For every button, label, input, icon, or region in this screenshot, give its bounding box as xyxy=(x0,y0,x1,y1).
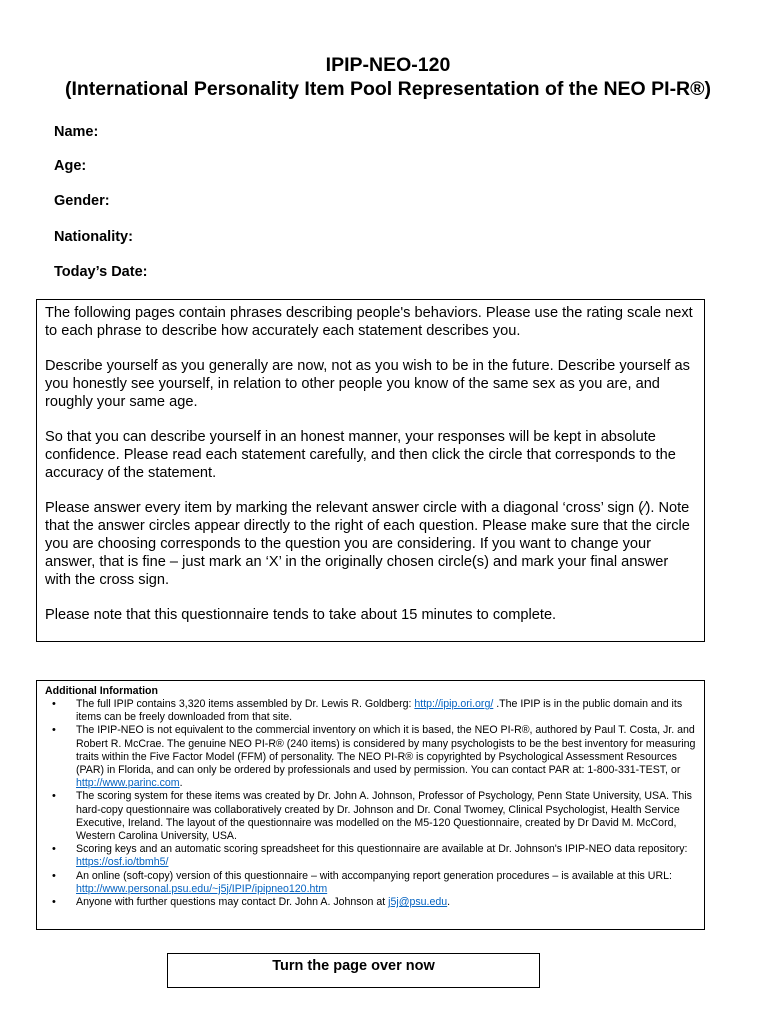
gender-field-label: Gender: xyxy=(54,193,110,209)
list-item-text: . xyxy=(179,777,183,790)
additional-info-list xyxy=(45,698,696,909)
date-field-label: Today’s Date: xyxy=(54,264,148,280)
instructions-paragraph: The following pages contain phrases describing people's behaviors. Please use the rating scale next to each phrase to describe how accurately each statement describes you. xyxy=(45,305,693,339)
instructions-paragraph: Describe yourself as you generally are now, not as you wish to be in the future. Describe yourself as you honestly see yourself, in relation to other people you know of the same sex as you are, and roughly your same age. xyxy=(45,358,690,410)
turn-page-notice: Turn the page over now xyxy=(167,953,540,988)
name-field-label: Name: xyxy=(54,124,99,140)
list-item-text: Anyone with further questions may contact Dr. John A. Johnson at xyxy=(76,896,389,909)
list-item xyxy=(76,896,696,909)
list-item xyxy=(76,724,696,790)
osf-link[interactable]: https://osf.io/tbmh5/ xyxy=(76,856,169,869)
list-item-text: An online (soft-copy) version of this questionnaire – with accompanying report generation procedures – is available at this URL: xyxy=(76,869,672,882)
document-subtitle: (International Personality Item Pool Representation of the NEO PI-R®) xyxy=(64,78,712,100)
email-link[interactable]: j5j@psu.edu xyxy=(388,896,448,909)
list-item xyxy=(76,790,696,843)
instructions-paragraph: So that you can describe yourself in an honest manner, your responses will be kept in absolute confidence. Please read each statement carefully, and then click the circle that corresponds to the accuracy of the statement. xyxy=(45,429,676,481)
instructions-paragraph: Please note that this questionnaire tends to take about 15 minutes to complete. xyxy=(45,607,557,623)
nationality-field-label: Nationality: xyxy=(54,229,133,245)
list-item-text: The scoring system for these items was created by Dr. John A. Johnson, Professor of Psychology, Penn State University, USA. This hard-copy questionnaire was collaboratively created by Dr. Johnson and Dr. Conal Twomey, Clinical Psychologist, Health Service Executive, Ireland. The layout of the questionnaire was modelled on the M5-120 Questionnaire, created by Dr David M. McCord, Western Carolina University, USA. xyxy=(76,790,692,843)
list-item-text: . xyxy=(447,896,451,909)
list-item-text: The IPIP-NEO is not equivalent to the commercial inventory on which it is based, the NEO PI-R®, authored by Paul T. Costa, Jr. and Robert R. McCrae. The genuine NEO PI-R® (240 items) is considered by many psychologists to be the best inventory for measuring traits within the Five Factor Model (FFM) of personality. The NEO PI-R® is copyrighted by Psychological Assessment Resources (PAR) in Florida, and can only be ordered by professionals and used by permission. You can contact PAR at: 1-800-331-TEST, or xyxy=(76,724,696,777)
online-version-link[interactable]: http://www.personal.psu.edu/~j5j/IPIP/ipipneo120.htm xyxy=(76,882,328,895)
instructions-box xyxy=(36,299,705,642)
list-item xyxy=(76,843,696,869)
list-item-text: The full IPIP contains 3,320 items assembled by Dr. Lewis R. Goldberg: xyxy=(76,698,415,710)
list-item xyxy=(76,870,696,896)
ipip-link[interactable]: http://ipip.ori.org/ xyxy=(414,698,494,710)
parinc-link[interactable]: http://www.parinc.com xyxy=(76,777,180,790)
additional-info-box xyxy=(36,680,705,930)
list-item-text: Scoring keys and an automatic scoring spreadsheet for this questionnaire are available at Dr. Johnson's IPIP-NEO data repository: xyxy=(76,843,688,856)
list-item xyxy=(76,698,696,724)
additional-info-heading: Additional Information xyxy=(45,685,158,697)
document-title: IPIP-NEO-120 xyxy=(325,54,451,76)
list-item-text: .The IPIP is in the public domain and its items can be freely downloaded from that site. xyxy=(76,698,683,724)
instructions-paragraph: Please answer every item by marking the relevant answer circle with a diagonal ‘cross’ sign (⁄). Note that the answer circles appear directly to the right of each question. Please make sure that the circle you are choosing corresponds to the question you are considering. If you want to change your answer, that is fine – just mark an ‘X’ in the originally chosen circle(s) and mark your final answer with the cross sign. xyxy=(45,500,690,588)
age-field-label: Age: xyxy=(54,158,87,174)
